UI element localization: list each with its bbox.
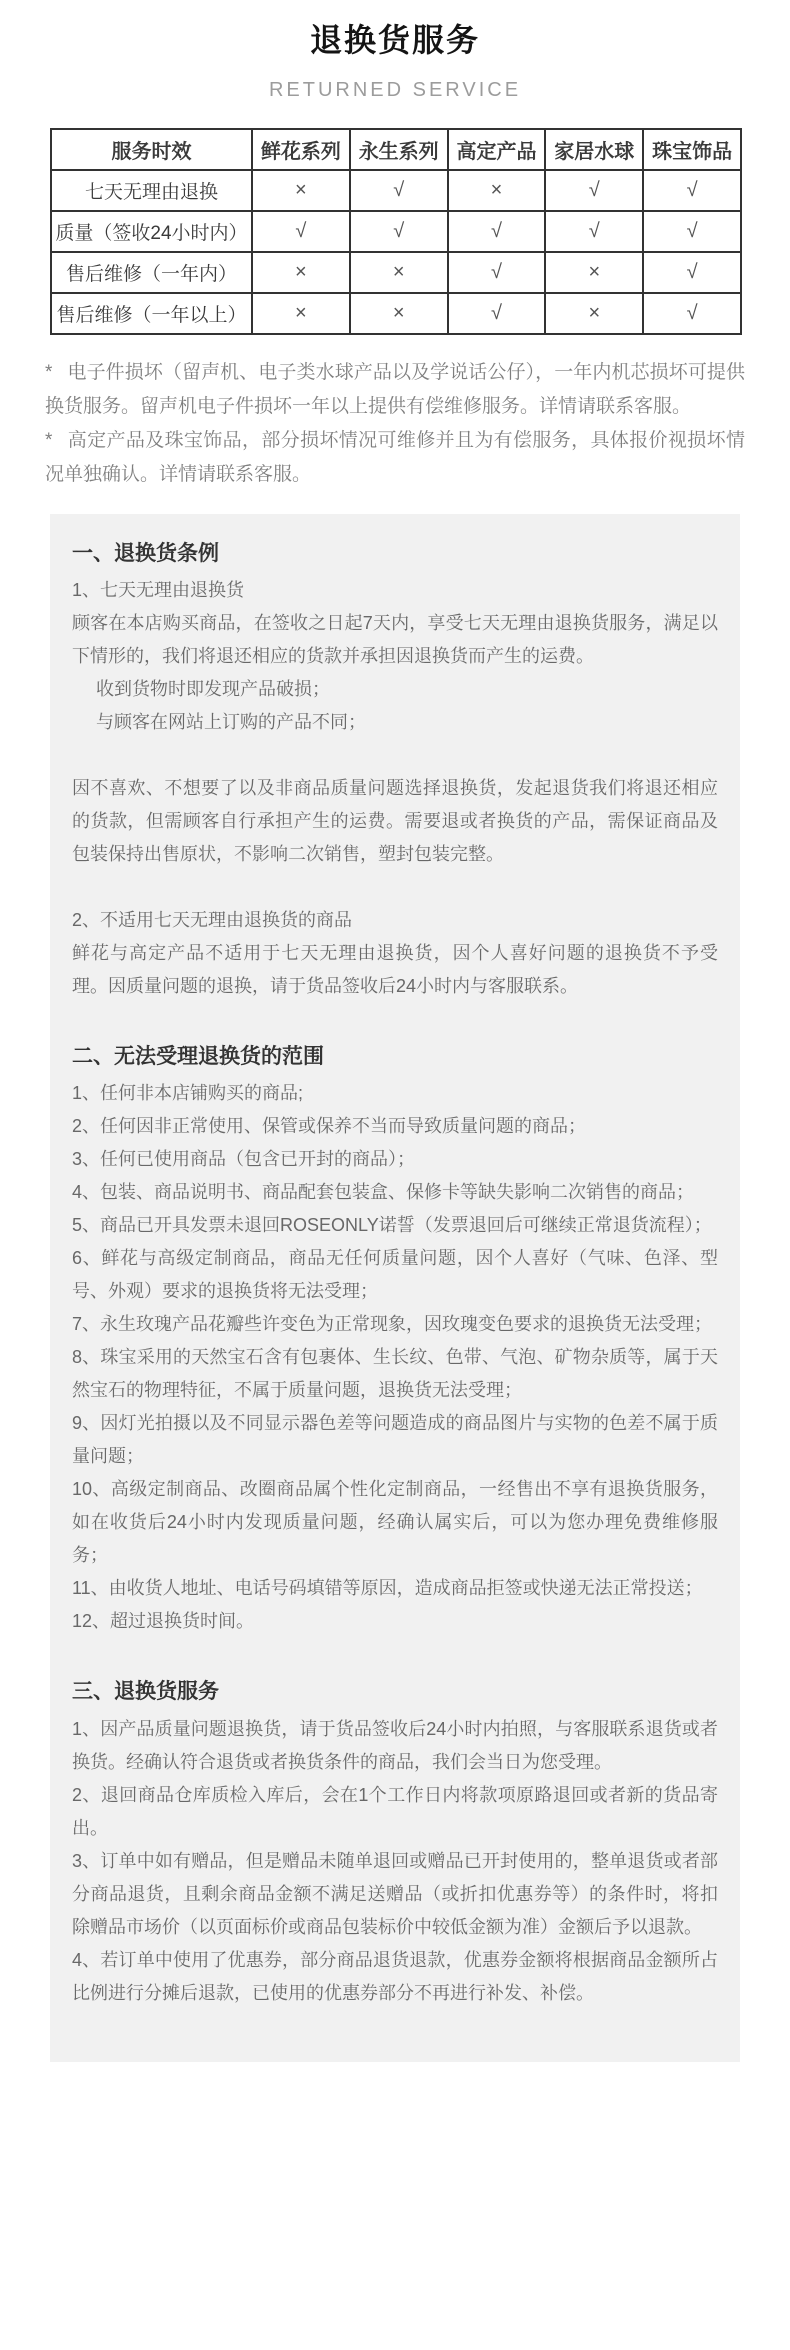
- check-mark: √: [252, 211, 350, 252]
- footnote: [45, 356, 745, 424]
- cross-mark: ×: [252, 170, 350, 211]
- policy-paragraph: 8、珠宝采用的天然宝石含有包裹体、生长纹、色带、气泡、矿物杂质等，属于天然宝石的物理特征，不属于质量问题，退换货无法受理；: [72, 1347, 718, 1401]
- policy-paragraph: 7、永生玫瑰产品花瓣些许变色为正常现象，因玫瑰变色要求的退换货无法受理；: [72, 1314, 713, 1335]
- table-col-header: 家居水球: [545, 129, 643, 170]
- row-label: 七天无理由退换: [51, 170, 252, 211]
- policy-paragraph: 收到货物时即发现产品破损；: [96, 679, 330, 700]
- table-row: [51, 211, 741, 252]
- row-label: 售后维修（一年以上）: [51, 293, 252, 334]
- policy-section-heading: 一、退换货条例: [72, 541, 219, 565]
- service-table: [50, 128, 742, 335]
- policy-paragraph: 1、因产品质量问题退换货，请于货品签收后24小时内拍照，与客服联系退货或者换货。经确认符合退货或者换货条件的商品，我们会当日为您受理。: [72, 1718, 718, 1772]
- footnote: [45, 424, 745, 492]
- check-mark: √: [448, 252, 546, 293]
- policy-paragraph: 9、因灯光拍摄以及不同显示器色差等问题造成的商品图片与实物的色差不属于质量问题；: [72, 1413, 718, 1467]
- policy-paragraph: 1、任何非本店铺购买的商品;: [72, 1083, 304, 1104]
- row-label: 售后维修（一年内）: [51, 252, 252, 293]
- check-mark: √: [643, 211, 741, 252]
- policy-paragraph: 11、由收货人地址、电话号码填错等原因，造成商品拒签或快递无法正常投送；: [72, 1578, 703, 1599]
- check-mark: √: [350, 170, 448, 211]
- table-row: [51, 293, 741, 334]
- policy-paragraph: 2、不适用七天无理由退换货的商品: [72, 910, 353, 931]
- policy-paragraph: 12、超过退换货时间。: [72, 1611, 255, 1632]
- check-mark: √: [643, 252, 741, 293]
- table-col-header: 珠宝饰品: [643, 129, 741, 170]
- check-mark: √: [545, 170, 643, 211]
- cross-mark: ×: [252, 293, 350, 334]
- check-mark: √: [448, 293, 546, 334]
- policy-paragraph: 3、任何已使用商品（包含已开封的商品）；: [72, 1149, 416, 1170]
- page-header: [0, 0, 790, 102]
- footnote-marker: *: [45, 429, 53, 451]
- footnote-marker: *: [45, 361, 53, 383]
- table-col-header: 高定产品: [448, 129, 546, 170]
- cross-mark: ×: [252, 252, 350, 293]
- policy-paragraph: 因不喜欢、不想要了以及非商品质量问题选择退换货，发起退货我们将退还相应的货款，但需顾客自行承担产生的运费。需要退或者换货的产品，需保证商品及包装保持出售原状，不影响二次销售，塑封包装完整。: [72, 778, 718, 865]
- table-row: [51, 252, 741, 293]
- policy-paragraph: 1、七天无理由退换货: [72, 580, 245, 601]
- table-col-header: 永生系列: [350, 129, 448, 170]
- policy-paragraph: 10、高级定制商品、改圈商品属个性化定制商品，一经售出不享有退换货服务，如在收货后24小时内发现质量问题，经确认属实后，可以为您办理免费维修服务；: [72, 1479, 718, 1566]
- table-header-row: [51, 129, 741, 170]
- cross-mark: ×: [350, 252, 448, 293]
- service-table-body: [51, 170, 741, 334]
- cross-mark: ×: [545, 293, 643, 334]
- policy-panel: [50, 514, 740, 2062]
- table-col-header: 鲜花系列: [252, 129, 350, 170]
- policy-paragraph: 6、鲜花与高级定制商品，商品无任何质量问题，因个人喜好（气味、色泽、型号、外观）要求的退换货将无法受理；: [72, 1248, 718, 1302]
- table-row: [51, 170, 741, 211]
- footnotes: [45, 356, 745, 492]
- policy-paragraph: 5、商品已开具发票未退回ROSEONLY诺誓（发票退回后可继续正常退货流程）；: [72, 1215, 712, 1236]
- policy-section-heading: 三、退换货服务: [72, 1680, 219, 1704]
- policy-paragraph: 鲜花与高定产品不适用于七天无理由退换货，因个人喜好问题的退换货不予受理。因质量问题的退换，请于货品签收后24小时内与客服联系。: [72, 943, 718, 997]
- policy-paragraph: 顾客在本店购买商品，在签收之日起7天内，享受七天无理由退换货服务，满足以下情形的，我们将退还相应的货款并承担因退换货而产生的运费。: [72, 613, 718, 667]
- policy-paragraph: 3、订单中如有赠品，但是赠品未随单退回或赠品已开封使用的，整单退货或者部分商品退货，且剩余商品金额不满足送赠品（或折扣优惠券等）的条件时，将扣除赠品市场价（以页面标价或商品包装标价中较低金额为准）金额后予以退款。: [72, 1850, 718, 1937]
- page-subtitle: RETURNED SERVICE: [268, 78, 522, 101]
- policy-section-heading: 二、无法受理退换货的范围: [72, 1045, 324, 1069]
- cross-mark: ×: [448, 170, 546, 211]
- page-title: 退换货服务: [309, 22, 480, 58]
- cross-mark: ×: [350, 293, 448, 334]
- check-mark: √: [350, 211, 448, 252]
- check-mark: √: [545, 211, 643, 252]
- policy-paragraph: 2、任何因非正常使用、保管或保养不当而导致质量问题的商品；: [72, 1116, 587, 1137]
- check-mark: √: [448, 211, 546, 252]
- policy-paragraph: 4、若订单中使用了优惠券，部分商品退货退款，优惠券金额将根据商品金额所占比例进行分摊后退款，已使用的优惠券部分不再进行补发、补偿。: [72, 1949, 718, 2003]
- policy-paragraph: 4、包装、商品说明书、商品配套包装盒、保修卡等缺失影响二次销售的商品；: [72, 1182, 695, 1203]
- cross-mark: ×: [545, 252, 643, 293]
- footnote-text: 高定产品及珠宝饰品，部分损坏情况可维修并且为有偿服务，具体报价视损坏情况单独确认。详情请联系客服。: [45, 429, 745, 485]
- policy-paragraph: 2、退回商品仓库质检入库后，会在1个工作日内将款项原路退回或者新的货品寄出。: [72, 1784, 718, 1838]
- footnote-text: 电子件损坏（留声机、电子类水球产品以及学说话公仔），一年内机芯损坏可提供换货服务。留声机电子件损坏一年以上提供有偿维修服务。详情请联系客服。: [45, 361, 745, 417]
- check-mark: √: [643, 293, 741, 334]
- service-table-head: [51, 129, 741, 170]
- table-corner-header: 服务时效: [51, 129, 252, 170]
- row-label: 质量（签收24小时内）: [51, 211, 252, 252]
- policy-paragraph: 与顾客在网站上订购的产品不同；: [96, 712, 366, 733]
- check-mark: √: [643, 170, 741, 211]
